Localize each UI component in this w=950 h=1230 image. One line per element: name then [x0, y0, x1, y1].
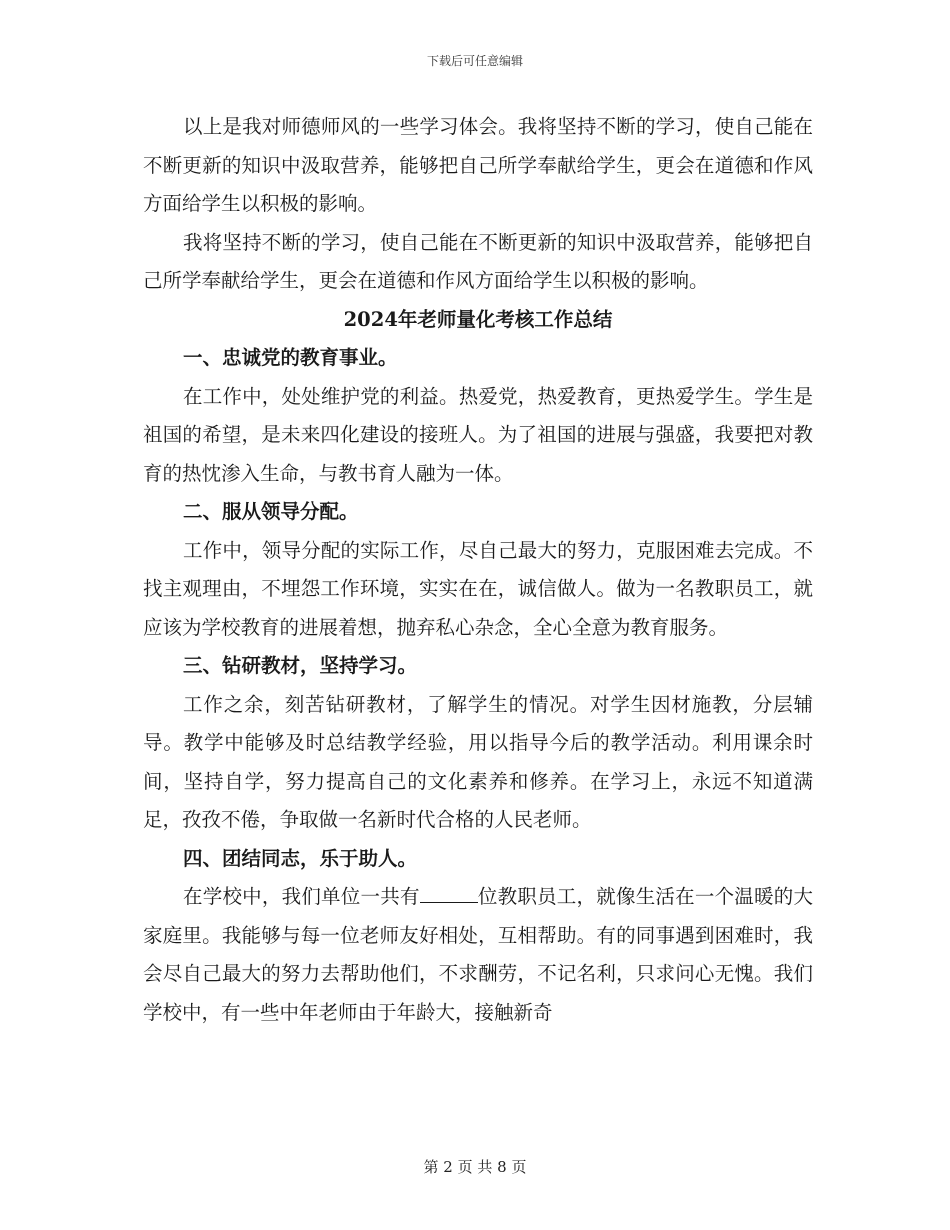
intro-paragraph-1: 以上是我对师德师风的一些学习体会。我将坚持不断的学习，使自己能在不断更新的知识中汲取营养，能够把自己所学奉献给学生，更会在道德和作风方面给学生以积极的影响。 [143, 115, 813, 215]
section-1-heading: 一、忠诚党的教育事业。 [183, 346, 398, 369]
section-4-text [143, 878, 813, 1032]
fill-in-blank [420, 884, 478, 903]
document-title: 2024年老师量化考核工作总结 [343, 307, 613, 331]
section-2-text: 工作中，领导分配的实际工作，尽自己最大的努力，克服困难去完成。不找主观理由，不埋怨工作环境，实实在在，诚信做人。做为一名教职员工，就应该为学校教育的进展着想，抛弃私心杂念，全心全意为教育服务。 [143, 538, 813, 639]
section-3-text: 工作之余，刻苦钻研教材，了解学生的情况。对学生因材施教，分层辅导。教学中能够及时总结教学经验，用以指导今后的教学活动。利用课余时间，坚持自学，努力提高自己的文化素养和修养。在学习上，永远不知道满足，孜孜不倦，争取做一名新时代合格的人民老师。 [143, 692, 813, 831]
intro-paragraph-2: 我将坚持不断的学习，使自己能在不断更新的知识中汲取营养，能够把自己所学奉献给学生，更会在道德和作风方面给学生以积极的影响。 [143, 230, 813, 292]
section-3-heading: 三、钻研教材，坚持学习。 [183, 654, 418, 677]
section-4-text-rest: 位教职员工，就像生活在一个温暖的大家庭里。我能够与每一位老师友好相处，互相帮助。有的同事遇到困难时，我会尽自己最大的努力去帮助他们，不求酬劳，不记名利，只求问心无愧。我们学校中，有一些中年老师由于年龄大，接触新奇 [143, 885, 813, 1024]
page-header-note: 下载后可任意编辑 [426, 54, 523, 68]
document-body [143, 108, 813, 1032]
section-4-text-start: 在学校中，我们单位一共有 [183, 885, 420, 908]
page-number-footer: 第 2 页 共 8 页 [423, 1158, 527, 1176]
section-4-heading: 四、团结同志，乐于助人。 [183, 846, 418, 870]
section-1-text: 在工作中，处处维护党的利益。热爱党，热爱教育，更热爱学生。学生是祖国的希望，是未来四化建设的接班人。为了祖国的进展与强盛，我要把对教育的热忱渗入生命，与教书育人融为一体。 [143, 384, 813, 485]
section-2-heading: 二、服从领导分配。 [183, 500, 359, 523]
